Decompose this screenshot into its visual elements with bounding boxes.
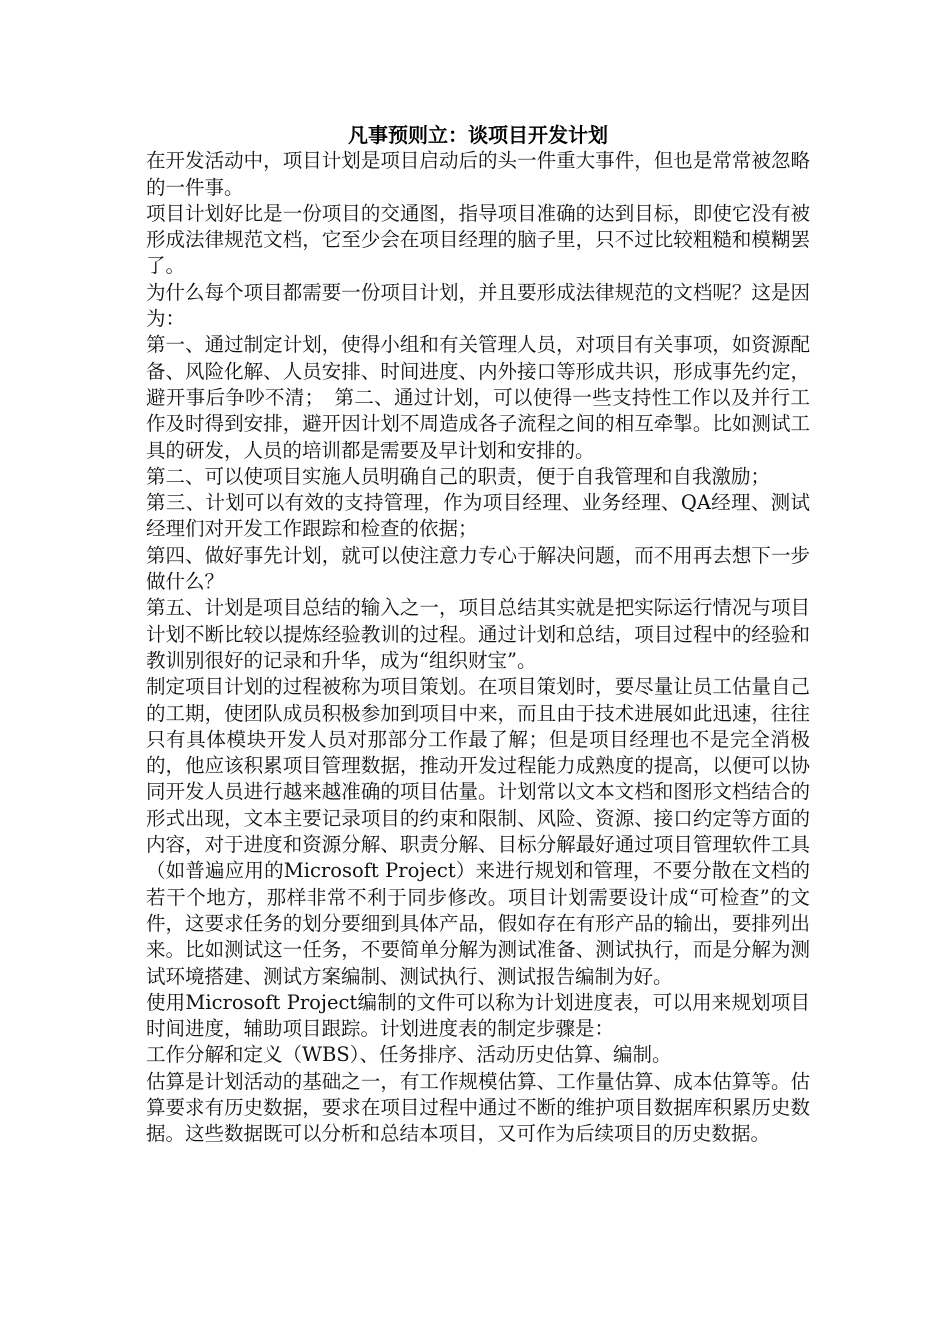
- paragraph-ms-project: 使用Microsoft Project编制的文件可以称为计划进度表，可以用来规划项目时间进度，辅助项目跟踪。计划进度表的制定步骤是：: [146, 990, 810, 1041]
- paragraph-intro: 在开发活动中，项目计划是项目启动后的头一件重大事件，但也是常常被忽略的一件事。: [146, 149, 810, 199]
- paragraph-reason-2: 第二、可以使项目实施人员明确自己的职责，便于自我管理和自我激励；: [146, 464, 771, 488]
- paragraph-reason-3: 第三、计划可以有效的支持管理，作为项目经理、业务经理、QA经理、测试经理们对开发工作跟踪和检查的依据；: [146, 491, 810, 541]
- paragraph-traffic-map: 项目计划好比是一份项目的交通图，指导项目准确的达到目标，即使它没有被形成法律规范文档，它至少会在项目经理的脑子里，只不过比较粗糙和模糊罢了。: [146, 201, 810, 278]
- document-body: [146, 122, 810, 1148]
- paragraph-steps: 工作分解和定义（WBS）、任务排序、活动历史估算、编制。: [146, 1043, 672, 1067]
- paragraph-estimation: 估算是计划活动的基础之一，有工作规模估算、工作量估算、成本估算等。估算要求有历史数据，要求在项目过程中通过不断的维护项目数据库积累历史数据。这些数据既可以分析和总结本项目，又可作为后续项目的历史数据。: [146, 1069, 810, 1146]
- document-title: 凡事预则立：谈项目开发计划: [348, 123, 608, 147]
- paragraph-reason-1: 第一、通过制定计划，使得小组和有关管理人员，对项目有关事项，如资源配备、风险化解、人员安排、时间进度、内外接口等形成共识，形成事先约定，避开事后争吵不清； 第二、通过计划，可以使得一些支持性工作以及并行工作及时得到安排，避开因计划不周造成各子流程之间的相互牵掣。比如测试工具的研发，人员的培训都是需要及早计划和安排的。: [146, 333, 810, 462]
- paragraph-planning: 制定项目计划的过程被称为项目策划。在项目策划时，要尽量让员工估量自己的工期，使团队成员积极参加到项目中来，而且由于技术进展如此迅速，往往只有具体模块开发人员对那部分工作最了解；但是项目经理也不是完全消极的，他应该积累项目管理数据，推动开发过程能力成熟度的提高，以便可以协同开发人员进行越来越准确的项目估量。计划常以文本文档和图形文档结合的形式出现，文本主要记录项目的约束和限制、风险、资源、接口约定等方面的内容，对于进度和资源分解、职责分解、目标分解最好通过项目管理软件工具（如普遍应用的Microsoft Project）来进行规划和管理，不要分散在文档的若干个地方，那样非常不利于同步修改。项目计划需要设计成“可检查”的文件，这要求任务的划分要细到具体产品，假如存在有形产品的输出，要排列出来。比如测试这一任务，不要简单分解为测试准备、测试执行，而是分解为测试环境搭建、测试方案编制、测试执行、测试报告编制为好。: [146, 675, 810, 988]
- paragraph-reason-4: 第四、做好事先计划，就可以使注意力专心于解决问题，而不用再去想下一步做什么？: [146, 543, 810, 594]
- paragraph-why: 为什么每个项目都需要一份项目计划，并且要形成法律规范的文档呢？这是因为：: [146, 280, 810, 331]
- paragraph-reason-5: 第五、计划是项目总结的输入之一，项目总结其实就是把实际运行情况与项目计划不断比较以提炼经验教训的过程。通过计划和总结，项目过程中的经验和教训别很好的记录和升华，成为“组织财宝”。: [146, 596, 810, 672]
